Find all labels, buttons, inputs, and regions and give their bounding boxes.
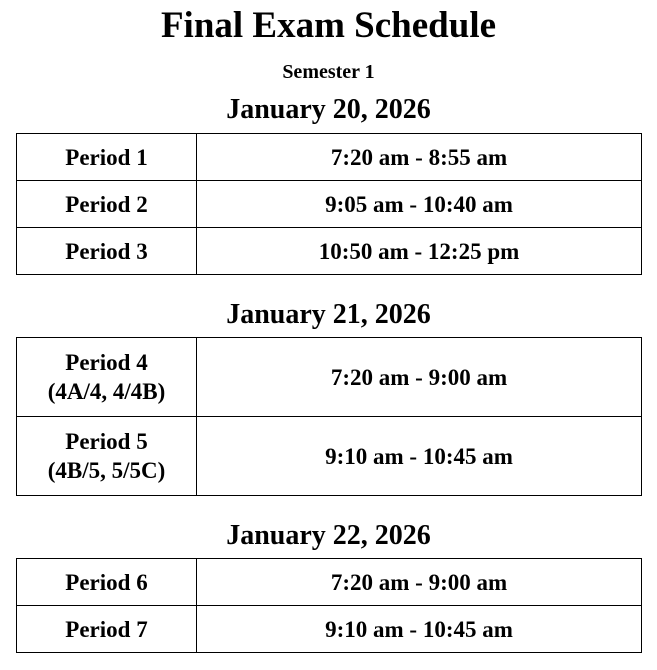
day-heading: January 21, 2026	[226, 299, 431, 330]
period-section-label: (4A/4, 4/4B)	[47, 379, 166, 404]
schedule-table-day-3	[16, 558, 642, 653]
period-cell: Period 1	[17, 134, 197, 181]
period-cell: Period 3	[17, 228, 197, 275]
time-cell: 7:20 am - 8:55 am	[197, 134, 642, 181]
period-section-label: (4B/5, 5/5C)	[47, 458, 166, 483]
table-row	[17, 417, 642, 496]
table-row	[17, 181, 642, 228]
period-cell: Period 7	[17, 606, 197, 653]
period-label: Period 4	[65, 350, 148, 375]
table-row	[17, 228, 642, 275]
time-cell: 9:05 am - 10:40 am	[197, 181, 642, 228]
time-cell: 9:10 am - 10:45 am	[197, 606, 642, 653]
schedule-table-day-1	[16, 133, 642, 275]
table-row	[17, 338, 642, 417]
time-cell: 9:10 am - 10:45 am	[197, 417, 642, 496]
page-subtitle: Semester 1	[282, 61, 375, 83]
day-heading: January 20, 2026	[226, 94, 431, 125]
time-cell: 10:50 am - 12:25 pm	[197, 228, 642, 275]
page-title: Final Exam Schedule	[160, 5, 497, 46]
table-row	[17, 559, 642, 606]
day-heading: January 22, 2026	[226, 520, 431, 551]
period-cell	[17, 417, 197, 496]
period-label: Period 5	[65, 429, 148, 454]
time-cell: 7:20 am - 9:00 am	[197, 559, 642, 606]
period-cell: Period 2	[17, 181, 197, 228]
table-row	[17, 134, 642, 181]
time-cell: 7:20 am - 9:00 am	[197, 338, 642, 417]
table-row	[17, 606, 642, 653]
schedule-table-day-2	[16, 337, 642, 496]
period-cell	[17, 338, 197, 417]
period-cell: Period 6	[17, 559, 197, 606]
